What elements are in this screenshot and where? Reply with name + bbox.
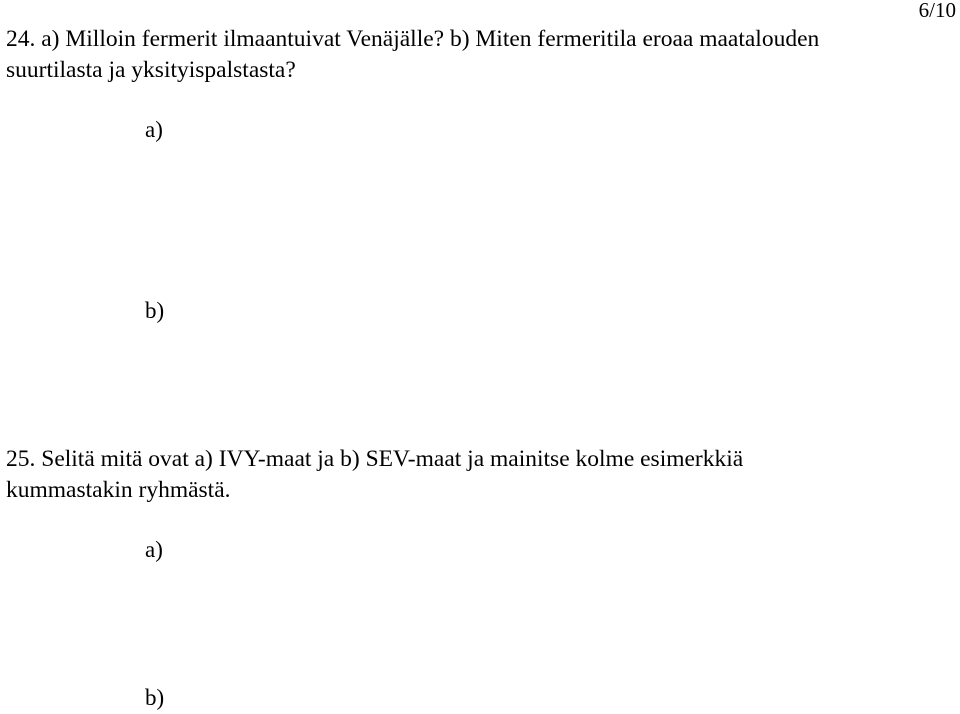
question-25-answer-a-label: a) xyxy=(145,537,163,562)
page-number: 6/10 xyxy=(918,0,956,22)
question-24 xyxy=(6,24,946,86)
question-24-line-2: suurtilasta ja yksityispalstasta? xyxy=(6,57,296,83)
question-25-answer-b-label: b) xyxy=(145,685,165,710)
question-25-line-2: kummastakin ryhmästä. xyxy=(6,477,231,503)
question-24-answer-a-label: a) xyxy=(145,117,163,142)
question-24-line-1: 24. a) Milloin fermerit ilmaantuivat Venäjälle? b) Miten fermeritila eroaa maatalouden xyxy=(6,26,820,52)
question-25-line-1: 25. Selitä mitä ovat a) IVY-maat ja b) SEV-maat ja mainitse kolme esimerkkiä xyxy=(6,446,744,472)
question-25 xyxy=(6,444,946,506)
question-24-answer-b-label: b) xyxy=(145,298,165,323)
